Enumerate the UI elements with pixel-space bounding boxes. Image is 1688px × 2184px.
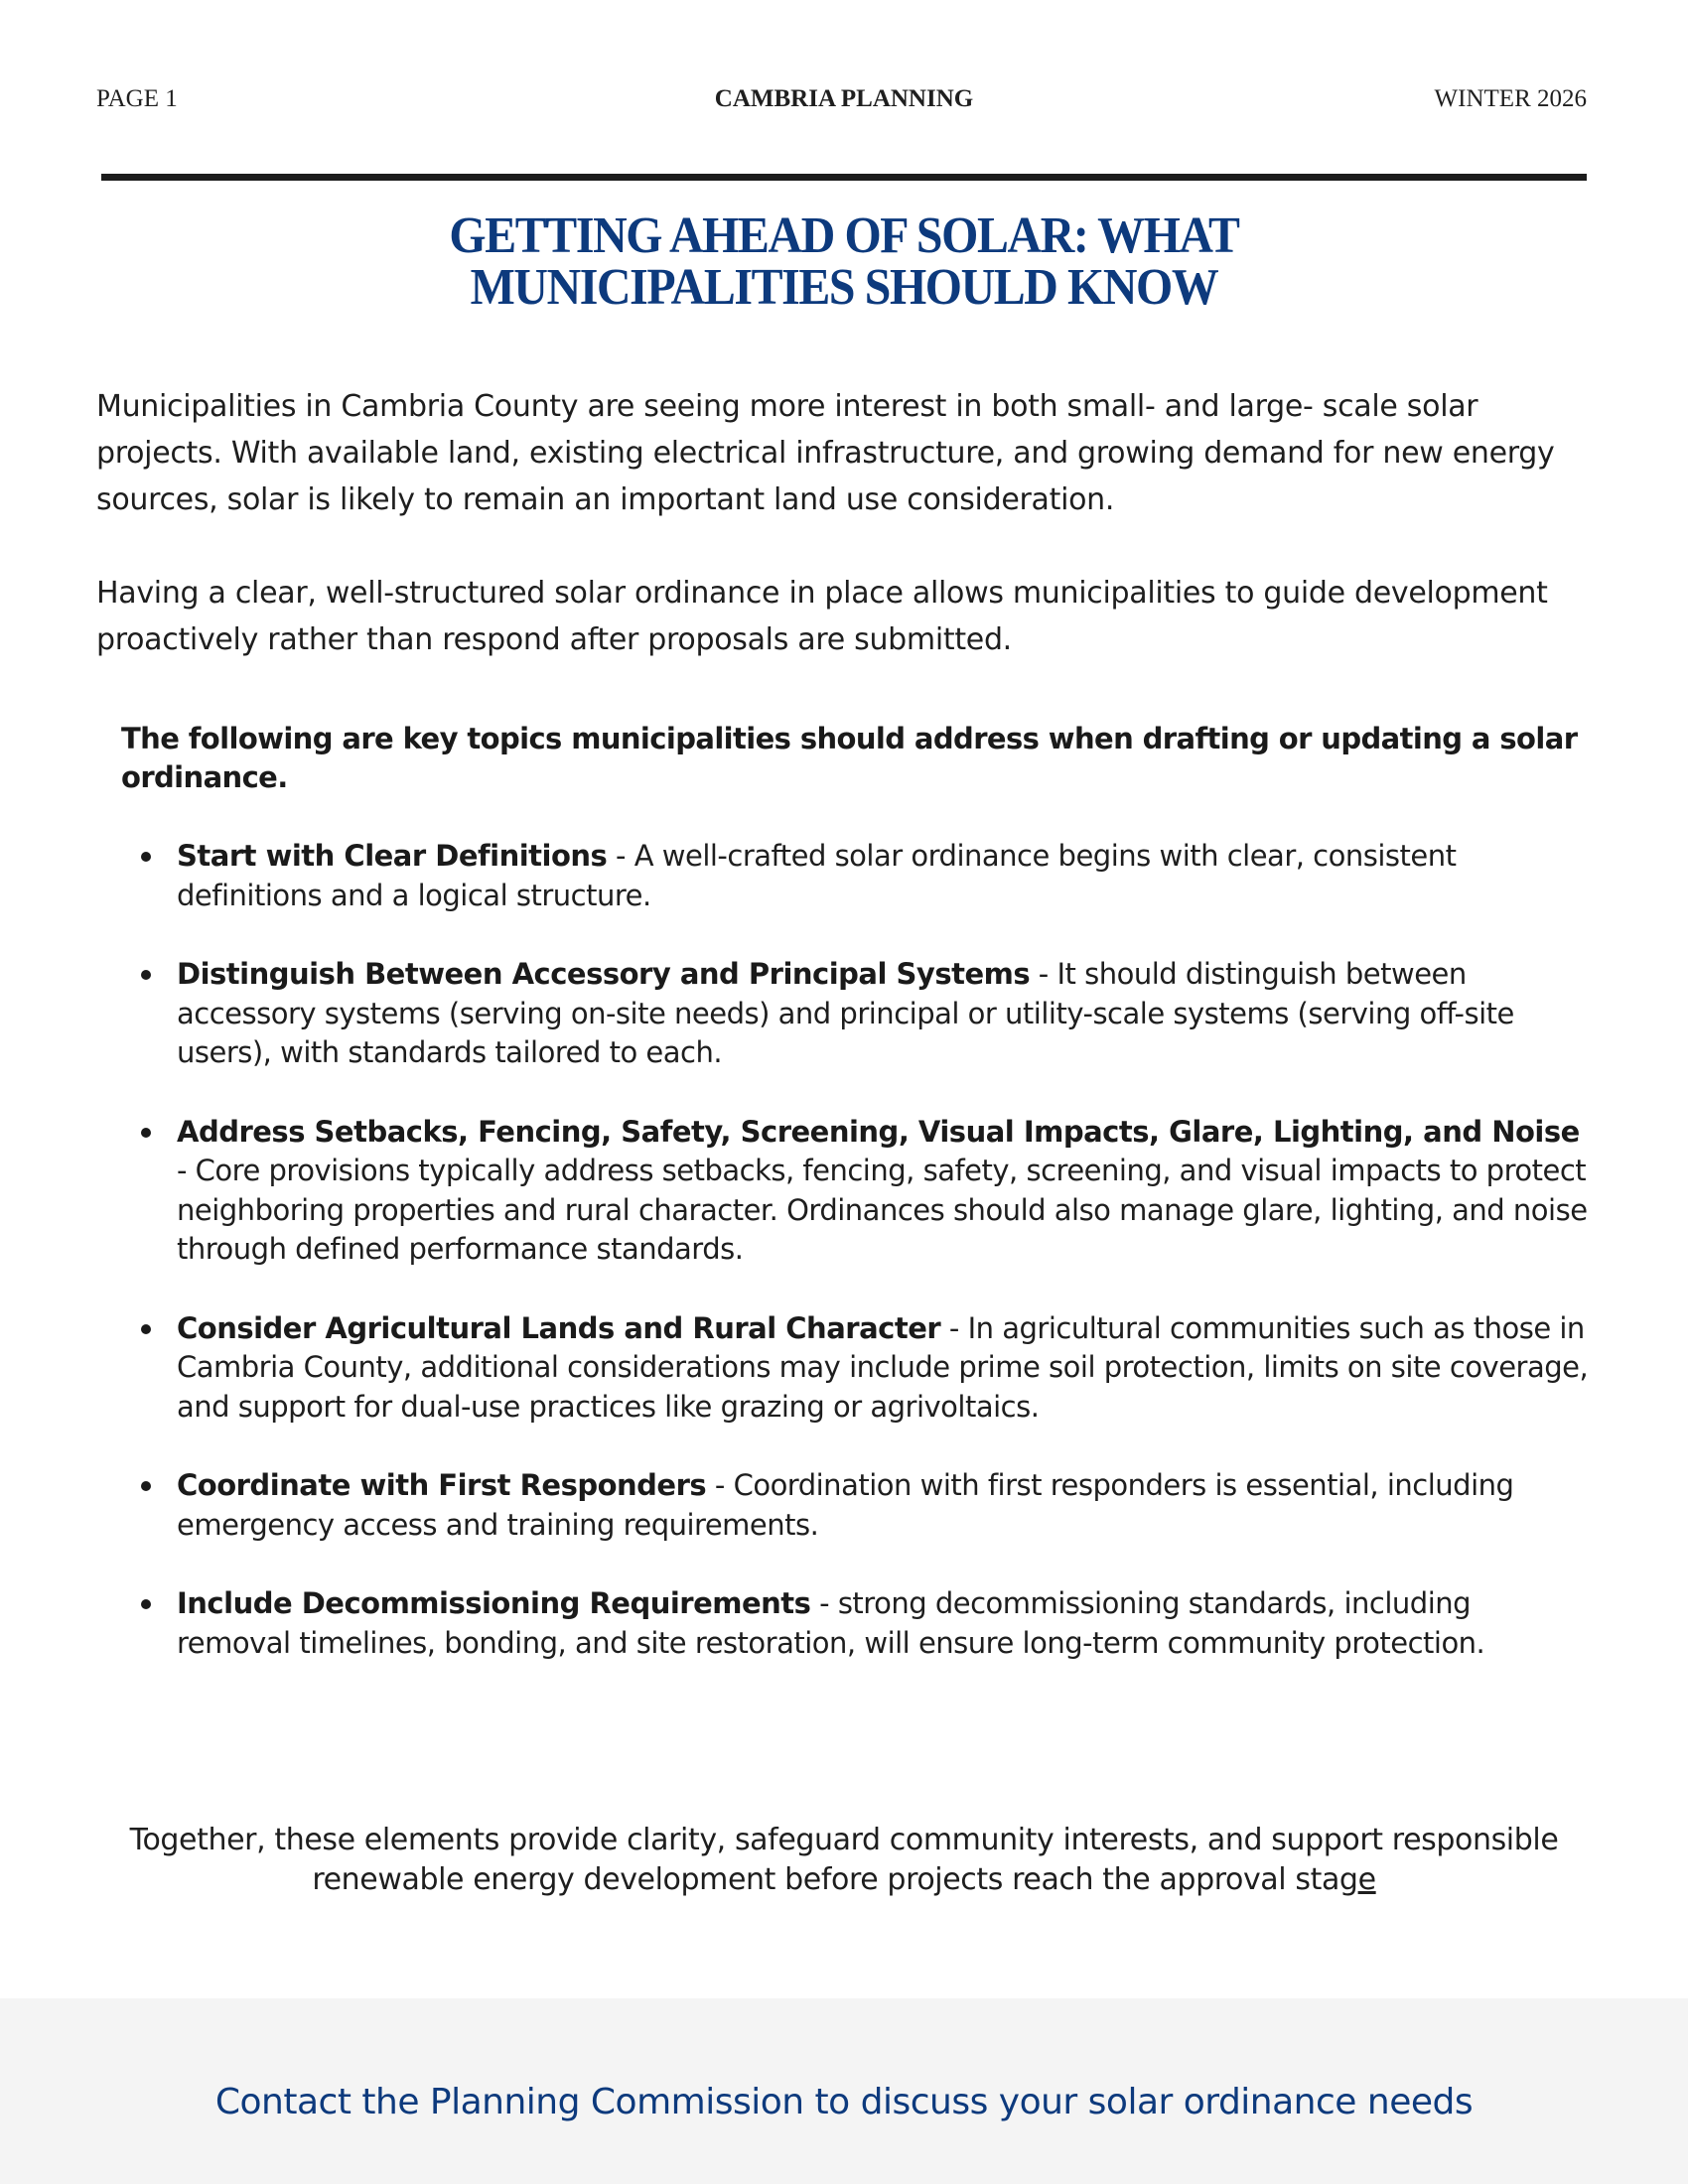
bullet-icon: [141, 970, 151, 980]
item-heading: Start with Clear Definitions: [177, 839, 608, 873]
list-item: [139, 1309, 1589, 1428]
list-intro: The following are key topics municipalities should address when drafting or updating a solar ordinance.: [121, 722, 1578, 794]
item-heading: Distinguish Between Accessory and Principal Systems: [177, 957, 1031, 991]
closing-underlined-letter: e: [1357, 1862, 1376, 1897]
article-title: [68, 207, 1620, 316]
item-text: - Core provisions typically address setbacks, fencing, safety, screening, and visual impacts to protect neighboring properties and rural character. Ordinances should also manage glare, lighting, and noise through defined performance standards.: [177, 1154, 1588, 1266]
header-divider: [101, 174, 1587, 181]
article-title-line-1: GETTING AHEAD OF SOLAR: WHAT: [449, 207, 1239, 264]
bullet-icon: [141, 1324, 151, 1334]
contact-call-to-action: Contact the Planning Commission to discuss your solar ordinance needs: [214, 2082, 1474, 2122]
issue-date: WINTER 2026: [1434, 85, 1587, 112]
bullet-icon: [141, 1128, 151, 1138]
list-item: [139, 837, 1589, 915]
bullet-icon: [141, 1481, 151, 1491]
page-number: PAGE 1: [96, 85, 178, 112]
bullet-icon: [141, 1599, 151, 1609]
item-text: - A well-crafted solar ordinance begins with clear, consistent definitions and a logical structure.: [177, 839, 1457, 912]
item-text: - In agricultural communities such as those in Cambria County, additional considerations may include prime soil protection, limits on site coverage, and support for dual-use practices like grazing or agrivoltaics.: [177, 1310, 1589, 1424]
list-item: [139, 1584, 1589, 1663]
closing-text: Together, these elements provide clarity, safeguard community interests, and support responsible renewable energy development before projects reach the approval stag: [129, 1823, 1559, 1897]
article-title-line-2: MUNICIPALITIES SHOULD KNOW: [470, 259, 1218, 316]
intro-paragraph-2: Having a clear, well-structured solar ordinance in place allows municipalities to guide development proactively rather than respond after proposals are submitted.: [96, 576, 1548, 657]
list-item: [139, 955, 1589, 1073]
item-text: - strong decommissioning standards, including removal timelines, bonding, and site restoration, will ensure long-term community protection.: [177, 1586, 1485, 1660]
list-item: [139, 1113, 1589, 1270]
bullet-icon: [141, 852, 151, 862]
item-text: - It should distinguish between accessory systems (serving on-site needs) and principal or utility-scale systems (serving off-site users), with standards tailored to each.: [177, 957, 1514, 1069]
item-heading: Consider Agricultural Lands and Rural Character: [177, 1310, 941, 1345]
item-heading: Include Decommissioning Requirements: [177, 1586, 811, 1620]
publication-name: CAMBRIA PLANNING: [714, 85, 974, 112]
item-heading: Coordinate with First Responders: [177, 1468, 707, 1502]
intro-paragraph-1: Municipalities in Cambria County are seeing more interest in both small- and large- scale solar projects. With available land, existing electrical infrastructure, and growing demand for new energy sources, solar is likely to remain an important land use consideration.: [96, 389, 1555, 517]
item-text: - Coordination with first responders is essential, including emergency access and training requirements.: [177, 1468, 1514, 1542]
running-header: [0, 85, 1688, 125]
list-item: [139, 1466, 1589, 1545]
contact-banner: [0, 1998, 1688, 2184]
topic-list: [139, 837, 1589, 1703]
item-heading: Address Setbacks, Fencing, Safety, Screening, Visual Impacts, Glare, Lighting, and Noise: [177, 1114, 1580, 1149]
closing-paragraph: [119, 1821, 1569, 1900]
